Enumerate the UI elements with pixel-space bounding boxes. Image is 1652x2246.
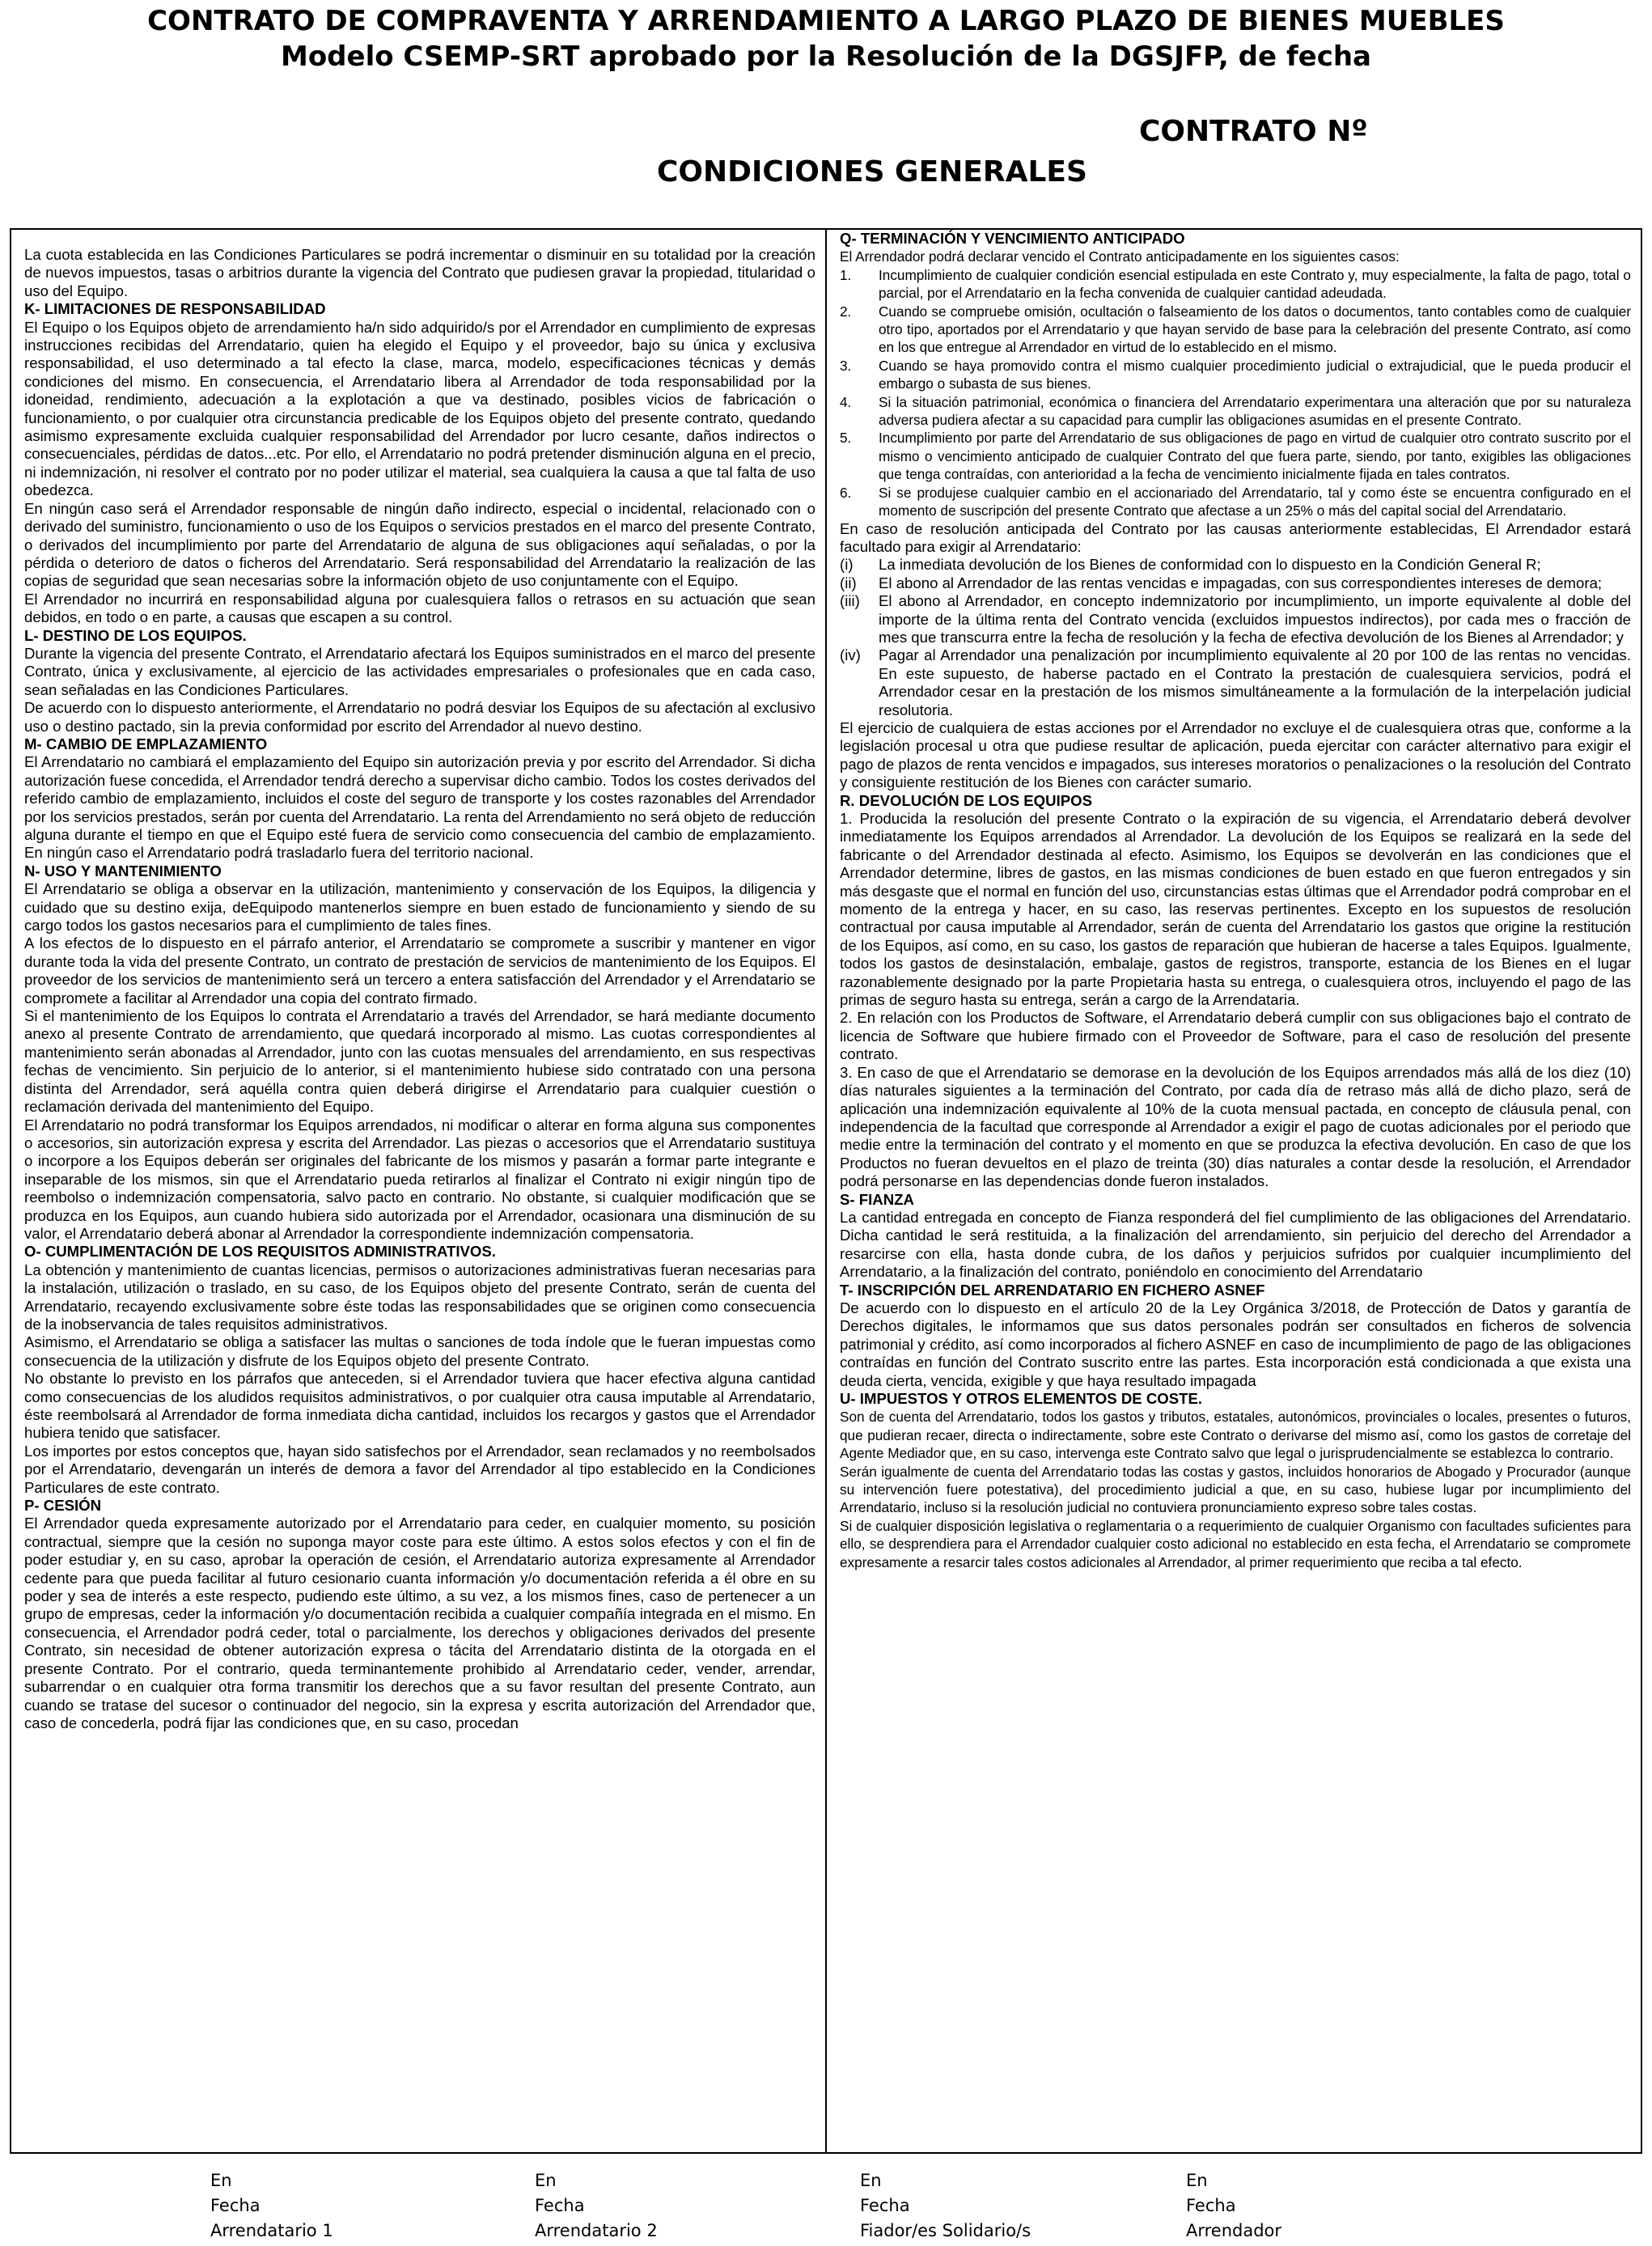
list-item — [840, 357, 1631, 393]
list-number: (iv) — [840, 646, 861, 664]
clause-q-heading: Q- TERMINACIÓN Y VENCIMIENTO ANTICIPADO — [840, 230, 1185, 247]
paragraph: Durante la vigencia del presente Contrato, el Arrendatario afectará los Equipos suministrados en el marco del presente Contrato, única y exclusivamente, al ejercicio de las actividades empresariales o profesionales que en cada caso, sean señaladas en las Condiciones Particulares. — [24, 644, 815, 698]
paragraph: El Arrendador no incurrirá en responsabilidad alguna por cualesquiera fallos o retrasos en su actuación que sean debidos, en todo o en parte, a causas que escapen a su control. — [24, 590, 815, 626]
paragraph: 3. En caso de que el Arrendatario se demorase en la devolución de los Equipos arrendados más allá de los diez (10) días naturales siguientes a la terminación del Contrato, por cada día de retraso más allá de dicho plazo, será de aplicación una indemnización equivalente al 10% de la cuota mensual pactada, en concepto de cláusula penal, con independencia de la facultad que corresponde al Arrendador a exigir el pago de cuotas adicionales por el periodo que medie entre la terminación del contrato y el momento en que se produzca la efectiva devolución. En caso de que los Productos no fueran devueltos en el plazo de treinta (30) días naturales a contar desde la resolución, el Arrendador podrá personarse en las dependencias donde fueron instalados. — [840, 1063, 1631, 1190]
section-title: CONDICIONES GENERALES — [657, 155, 1087, 189]
clause-k-heading: K- LIMITACIONES DE RESPONSABILIDAD — [24, 300, 326, 318]
list-number: (iii) — [840, 592, 860, 610]
list-number: (ii) — [840, 574, 857, 591]
clause-o-heading: O- CUMPLIMENTACIÓN DE LOS REQUISITOS ADMINISTRATIVOS. — [24, 1243, 496, 1261]
signature-role: Arrendador — [1186, 2221, 1282, 2240]
paragraph: El Arrendatario no cambiará el emplazamiento del Equipo sin autorización previa y por escrito del Arrendador. Si dicha autorización fuese concedida, el Arrendador tendrá derecho a supervisar dicho cambio. Todos los costes derivados del referido cambio de emplazamiento, incluidos el coste del seguro de transporte y los costes razonables del Arrendador por los servicios prestados, serán por cuenta del Arrendatario. La renta del Arrendamiento no será objeto de reducción alguna durante el tiempo en que el Equipo esté fuera de servicio como consecuencia del cambio de emplazamiento. En ningún caso el Arrendatario podrá trasladarlo fuera del territorio nacional. — [24, 753, 815, 862]
list-text: Cuando se haya promovido contra el mismo cualquier procedimiento judicial o extrajudicial, que le pueda producir el embargo o subasta de sus bienes. — [879, 357, 1631, 392]
paragraph: El ejercicio de cualquiera de estas acciones por el Arrendador no excluye el de cualesquiera otras que, conforme a la legislación procesal u otra que pudiese resultar de aplicación, pueda ejercitar con carácter alternativo para exigir el pago de plazos de renta vencidos e impagados, sus intereses moratorios o penalizaciones o la resolución del Contrato y consiguiente restitución de los Bienes con carácter sumario. — [840, 718, 1631, 791]
list-number: 4. — [840, 393, 852, 410]
document-title: CONTRATO DE COMPRAVENTA Y ARRENDAMIENTO A LARGO PLAZO DE BIENES MUEBLES — [147, 5, 1505, 37]
paragraph: Asimismo, el Arrendatario se obliga a satisfacer las multas o sanciones de toda índole que le fueran impuestas como consecuencia de la utilización y disfrute de los Equipos objeto del presente Contrato. — [24, 1333, 815, 1369]
list-number: 1. — [840, 266, 852, 283]
paragraph: Son de cuenta del Arrendatario, todos los gastos y tributos, estatales, autonómicos, provinciales o locales, presentes o futuros, que pudieran recaer, directa o indirectamente, sobre este Contrato o derivarse del mismo así, como los gastos de corretaje del Agente Mediador que, en su caso, intervenga este Contrato salvo que legal o jurisprudencialmente se establezca lo contrario. — [840, 1409, 1631, 1462]
paragraph: Si de cualquier disposición legislativa o reglamentaria o a requerimiento de cualquier Organismo con facultades suficientes para ello, se desprendiera para el Arrendador cualquier costo adicional no establecido en esta fecha, el Arrendatario se compromete expresamente a resarcir tales costos adicionales al Arrendador, al primer requerimiento que reciba a tal efecto. — [840, 1517, 1631, 1570]
list-text: Pagar al Arrendador una penalización por incumplimiento equivalente al 20 por 100 de las rentas no vencidas. En este supuesto, de haberse pactado en el Contrato la prestación de cualesquiera servicios, podrá el Arrendador cesar en la prestación de los mismos simultáneamente a la formulación de la interpelación judicial resolutoria. — [879, 646, 1631, 718]
signature-place: En — [210, 2171, 232, 2190]
paragraph: La obtención y mantenimiento de cuantas licencias, permisos o autorizaciones administrativas fueran necesarias para la instalación, utilización o traslado, en su caso, de los Equipos objeto del presente Contrato, serán de cuenta del Arrendatario, recayendo exclusivamente sobre éste todas las responsabilidades que se originen como consecuencia de la inobservancia de tales requisitos administrativos. — [24, 1261, 815, 1333]
list-item — [840, 303, 1631, 357]
paragraph: De acuerdo con lo dispuesto anteriormente, el Arrendatario no podrá desviar los Equipos de su afectación al exclusivo uso o destino pactado, sin la previa conformidad por escrito del Arrendador al nuevo destino. — [24, 699, 815, 735]
signature-block-fiador — [860, 2168, 1031, 2244]
paragraph: Los importes por estos conceptos que, hayan sido satisfechos por el Arrendador, sean reclamados y no reembolsados por el Arrendatario, devengarán un interés de demora a favor del Arrendador al tipo establecido en la Condiciones Particulares de este contrato. — [24, 1442, 815, 1496]
paragraph: 1. Producida la resolución del presente Contrato o la expiración de su vigencia, el Arrendatario deberá devolver inmediatamente los Equipos arrendados al Arrendador. La devolución de los Equipos se realizará en la sede del fabricante o del Arrendador destinada al efecto. Asimismo, los Equipos se devolverán en las condiciones que el Arrendador determine, libres de gastos, en las mismas condiciones de buen estado en que fueron entregados y sin más desgaste que el normal en función del uso, circunstancias estas últimas que el Arrendador podrá comprobar en el momento de la entrega y hacer, en su caso, las reservas pertinentes. Excepto en los supuestos de resolución contractual por causa imputable al Arrendador, serán de cuenta del Arrendatario los gastos que origine la restitución de los Equipos, así como, en su caso, los gastos de reparación que hubieran de hacerse a tales Equipos. Igualmente, todos los gastos de desinstalación, embalaje, gastos de registros, transporte, estancia de los Bienes en el lugar razonablemente designado por la parte Propietaria hasta su entrega, o cualesquiera otros, incluyendo el pago de las primas de seguro hasta su entrega, serán a cargo de la Arrendataria. — [840, 810, 1631, 1009]
list-text: Incumplimiento por parte del Arrendatario de sus obligaciones de pago en virtud de cualquier otro contrato suscrito por el mismo o vencimiento anticipado de cualquier Contrato del que fuera parte, siendo, por tanto, exigibles las obligaciones que tenga contraídas, con anterioridad a la fecha de vencimiento inicialmente fijada en tales contratos. — [879, 430, 1631, 483]
paragraph: 2. En relación con los Productos de Software, el Arrendatario deberá cumplir con sus obligaciones bajo el contrato de licencia de Software que hubiere firmado con el Proveedor de Software, para el caso de resolución del presente contrato. — [840, 1009, 1631, 1063]
signature-place: En — [860, 2171, 882, 2190]
document-subtitle: Modelo CSEMP-SRT aprobado por la Resolución de la DGSJFP, de fecha — [280, 40, 1371, 73]
paragraph: El Arrendatario no podrá transformar los Equipos arrendados, ni modificar o alterar en forma alguna sus componentes o accesorios, sin autorización expresa y escrita del Arrendador. Las piezas o accesorios que el Arrendatario sustituya o incorpore a los Equipos deberán ser originales del fabricante de los mismos y pasarán a formar parte integrante e inseparable de los mismos, sin que el Arrendatario pueda retirarlos al finalizar el Contrato ni exigir ningún tipo de reembolso o indemnización compensatoria, salvo pacto en contrario. No obstante, si cualquier modificación que se produzca en los Equipos, aun cuando hubiera sido autorizada por el Arrendador, ocasionara una disminución de su valor, el Arrendatario deberá abonar al Arrendador la correspondiente indemnización compensatoria. — [24, 1116, 815, 1242]
clause-p-heading: P- CESIÓN — [24, 1497, 102, 1515]
paragraph: Serán igualmente de cuenta del Arrendatario todas las costas y gastos, incluidos honorarios de Abogado y Procurador (aunque su intervención fuere potestativa), del procedimiento judicial a que, en su caso, hubiese lugar por incumplimiento del Arrendatario, incluso si la resolución judicial no contuviera pronunciamiento expreso sobre tales costas. — [840, 1463, 1631, 1516]
list-number: 3. — [840, 357, 852, 374]
paragraph: El Equipo o los Equipos objeto de arrendamiento ha/n sido adquirido/s por el Arrendador en cumplimiento de expresas instrucciones recibidas del Arrendatario, quien ha elegido el Equipo y el proveedor, bajo su única y exclusiva responsabilidad, el uso determinado a tal efecto la clase, marca, modelo, especificaciones técnicas y demás condiciones del mismo. En consecuencia, el Arrendatario libera al Arrendador de toda responsabilidad por la idoneidad, rendimiento, adecuación a la explotación a que va destinado, posibles vicios de fabricación o funcionamiento, o por cualquier otra circunstancia predicable de los Equipos objeto del presente contrato, quedando asimismo expresamente excluida cualquier responsabilidad del Arrendador por lucro cesante, daños indirectos o consecuenciales, pérdidas de datos...etc. Por ello, el Arrendatario no podrá pretender disminución alguna en el precio, ni indemnización, ni resolver el contrato por no poder utilizar el material, sea cualquiera la causa a que tal falta de uso obedezca. — [24, 318, 815, 499]
signature-date: Fecha — [210, 2196, 261, 2215]
list-number: 5. — [840, 430, 852, 447]
clause-l-heading: L- DESTINO DE LOS EQUIPOS. — [24, 626, 247, 644]
signature-date: Fecha — [860, 2196, 910, 2215]
signature-role: Arrendatario 1 — [210, 2221, 333, 2240]
clause-r-heading: R. DEVOLUCIÓN DE LOS EQUIPOS — [840, 791, 1092, 809]
list-text: Si se produjese cualquier cambio en el accionariado del Arrendatario, tal y como éste se encuentra configurado en el momento de suscripción del presente Contrato que afectase a un 25% o más del capital social del Arrendatario. — [879, 484, 1631, 519]
list-item — [840, 574, 1631, 592]
list-item — [840, 484, 1631, 520]
signature-role: Fiador/es Solidario/s — [860, 2221, 1031, 2240]
list-item — [840, 646, 1631, 719]
paragraph: El Arrendador podrá declarar vencido el Contrato anticipadamente en los siguientes casos: — [840, 248, 1400, 265]
paragraph: La cantidad entregada en concepto de Fianza responderá del fiel cumplimiento de las obligaciones del Arrendatario. Dicha cantidad le será restituida, a la finalización del arrendamiento, sin perjuicio del derecho del Arrendador a resarcirse con ella, hasta donde cubra, de los daños y perjuicios sufridos por cualquier incumplimiento del Arrendatario, a la finalización del contrato, poniéndolo en conocimiento del Arrendatario — [840, 1208, 1631, 1281]
left-column — [10, 228, 827, 2154]
list-item — [840, 429, 1631, 483]
list-text: El abono al Arrendador, en concepto indemnizatorio por incumplimiento, un importe equivalente al doble del importe de la última renta del Contrato vencida (excluidos impuestos indirectos), por cada mes o fracción de mes que transcurra entre la fecha de resolución y la fecha de efectiva devolución de los Bienes al Arrendador; y — [879, 592, 1631, 646]
list-number: 6. — [840, 484, 852, 501]
list-item — [840, 393, 1631, 430]
right-column — [825, 228, 1642, 2154]
paragraph: El Arrendatario se obliga a observar en la utilización, mantenimiento y conservación de los Equipos, la diligencia y cuidado que su destino exija, deEquipodo mantenerlos siempre en buen estado de funcionamiento y siendo de su cargo todos los gastos necesarios para el cumplimiento de tales fines. — [24, 880, 815, 934]
clause-t-heading: T- INSCRIPCIÓN DEL ARRENDATARIO EN FICHERO ASNEF — [840, 1281, 1265, 1299]
list-text: Cuando se compruebe omisión, ocultación o falseamiento de los datos o documentos, tanto contables como de cualquier otro tipo, aportados por el Arrendatario y que hayan servido de base para la celebración del presente Contrato, así como en los que entregue al Arrendador en virtud de lo establecido en el mismo. — [879, 303, 1631, 356]
list-item — [840, 266, 1631, 303]
list-item — [840, 592, 1631, 646]
list-text: Si la situación patrimonial, económica o financiera del Arrendatario experimentara una alteración que por su naturaleza adversa pudiera afectar a su capacidad para cumplir las obligaciones asumidas en el presente Contrato. — [879, 393, 1631, 429]
clause-u-heading: U- IMPUESTOS Y OTROS ELEMENTOS DE COSTE. — [840, 1390, 1203, 1407]
list-text: La inmediata devolución de los Bienes de conformidad con lo dispuesto en la Condición General R; — [879, 556, 1541, 574]
paragraph: Si el mantenimiento de los Equipos lo contrata el Arrendatario a través del Arrendador, se hará mediante documento anexo al presente Contrato de arrendamiento, que quedará incorporado al mismo. Las cuotas correspondientes al mantenimiento serán abonadas al Arrendador, junto con las cuotas mensuales del arrendamiento, en sus respectivas fechas de vencimiento. Sin perjuicio de lo anterior, si el mantenimiento hubiese sido contratado con una persona distinta del Arrendador, será aquélla contra quien deberá dirigirse el Arrendatario para cualquier cuestión o reclamación derivada del mantenimiento del Equipo. — [24, 1007, 815, 1116]
signature-place: En — [535, 2171, 557, 2190]
paragraph: No obstante lo previsto en los párrafos que anteceden, si el Arrendador tuviera que hacer efectiva alguna cantidad como consecuencias de los aludidos requisitos administrativos, o por cualquier otra causa imputable al Arrendatario, éste reembolsará al Arrendador de forma inmediata dicha cantidad, incluidos los recargos y gastos que el Arrendador hubiera tenido que satisfacer. — [24, 1370, 815, 1442]
list-number: (i) — [840, 556, 854, 574]
signature-date: Fecha — [535, 2196, 585, 2215]
paragraph: La cuota establecida en las Condiciones Particulares se podrá incrementar o disminuir en su totalidad por la creación de nuevos impuestos, tasas o arbitrios durante la vigencia del Contrato que pudiesen gravar la propiedad, titularidad o uso del Equipo. — [24, 246, 815, 299]
signature-date: Fecha — [1186, 2196, 1236, 2215]
contract-number-label: CONTRATO Nº — [1139, 115, 1368, 148]
clause-n-heading: N- USO Y MANTENIMIENTO — [24, 862, 222, 879]
paragraph: De acuerdo con lo dispuesto en el artículo 20 de la Ley Orgánica 3/2018, de Protección de Datos y garantía de Derechos digitales, le informamos que sus datos personales podrán ser consultados en ficheros de solvencia patrimonial y crédito, así como incorporados al fichero ASNEF en caso de incumplimiento de pago de las obligaciones contraídas en función del Contrato suscrito entre las partes. Esta incorporación está condicionada a que exista una deuda cierta, vencida, exigible y que haya resultado impagada — [840, 1299, 1631, 1389]
list-number: 2. — [840, 303, 852, 320]
signature-place: En — [1186, 2171, 1208, 2190]
list-item — [840, 556, 1631, 574]
signature-block-arrendador — [1186, 2168, 1281, 2244]
paragraph: A los efectos de lo dispuesto en el párrafo anterior, el Arrendatario se compromete a suscribir y mantener en vigor durante toda la vida del presente Contrato, un contrato de prestación de servicios de mantenimiento de los Equipos. El proveedor de los servicios de mantenimiento será un tercero a entera satisfacción del Arrendador y el Arrendatario se compromete a facilitar al Arrendador una copia del contrato firmado. — [24, 934, 815, 1006]
list-text: Incumplimiento de cualquier condición esencial estipulada en este Contrato y, muy especialmente, la falta de pago, total o parcial, por el Arrendatario en la fecha convenida de cualquier cantidad adeudada. — [879, 266, 1631, 302]
signature-block-arrendatario-2 — [535, 2168, 658, 2244]
paragraph: En caso de resolución anticipada del Contrato por las causas anteriormente establecidas, El Arrendador estará facultado para exigir al Arrendatario: — [840, 519, 1631, 555]
signature-role: Arrendatario 2 — [535, 2221, 658, 2240]
clause-m-heading: M- CAMBIO DE EMPLAZAMIENTO — [24, 735, 268, 752]
list-text: El abono al Arrendador de las rentas vencidas e impagadas, con sus correspondientes intereses de demora; — [879, 574, 1603, 591]
paragraph: En ningún caso será el Arrendador responsable de ningún daño indirecto, especial o incidental, relacionado con o derivado del suministro, funcionamiento o uso de los Equipos o servicios prestados en el marco del presente Contrato, o derivados del incumplimiento por parte del Arrendatario de alguna de sus obligaciones aquí señaladas, o por la pérdida o deterioro de datos o ficheros del Arrendatario. Será responsabilidad del Arrendatario la realización de las copias de seguridad que sean necesarias sobre la información objeto de uso conjuntamente con el Equipo. — [24, 499, 815, 590]
clause-s-heading: S- FIANZA — [840, 1190, 914, 1208]
paragraph: El Arrendador queda expresamente autorizado por el Arrendatario para ceder, en cualquier momento, su posición contractual, siempre que la cesión no suponga mayor coste para este último. A estos solos efectos y con el fin de poder estudiar y, en su caso, aprobar la operación de cesión, el Arrendatario autoriza expresamente al Arrendador cedente para que pueda facilitar al futuro cesionario cuanta información y/o documentación referida a él obre en su poder y sea de interés a este respecto, pudiendo este último, a su vez, a los mismos fines, caso de pertenecer a un grupo de empresas, ceder la información y/o documentación recibida a cualquier compañía integrada en el mismo. En consecuencia, el Arrendador podrá ceder, total o parcialmente, los derechos y obligaciones derivados del presente Contrato, sin necesidad de obtener autorización expresa o tácita del Arrendatario distinta de la otorgada en el presente Contrato. Por el contrario, queda terminantemente prohibido al Arrendatario ceder, vender, arrendar, subarrendar o en cualquier otra forma transmitir los derechos que a su favor resultan del presente Contrato, aun cuando se tratase del sucesor o continuador del negocio, sin la expresa y escrita autorización del Arrendador que, caso de concederla, podrá fijar las condiciones que, en su caso, procedan — [24, 1515, 815, 1731]
signature-block-arrendatario-1 — [210, 2168, 333, 2244]
